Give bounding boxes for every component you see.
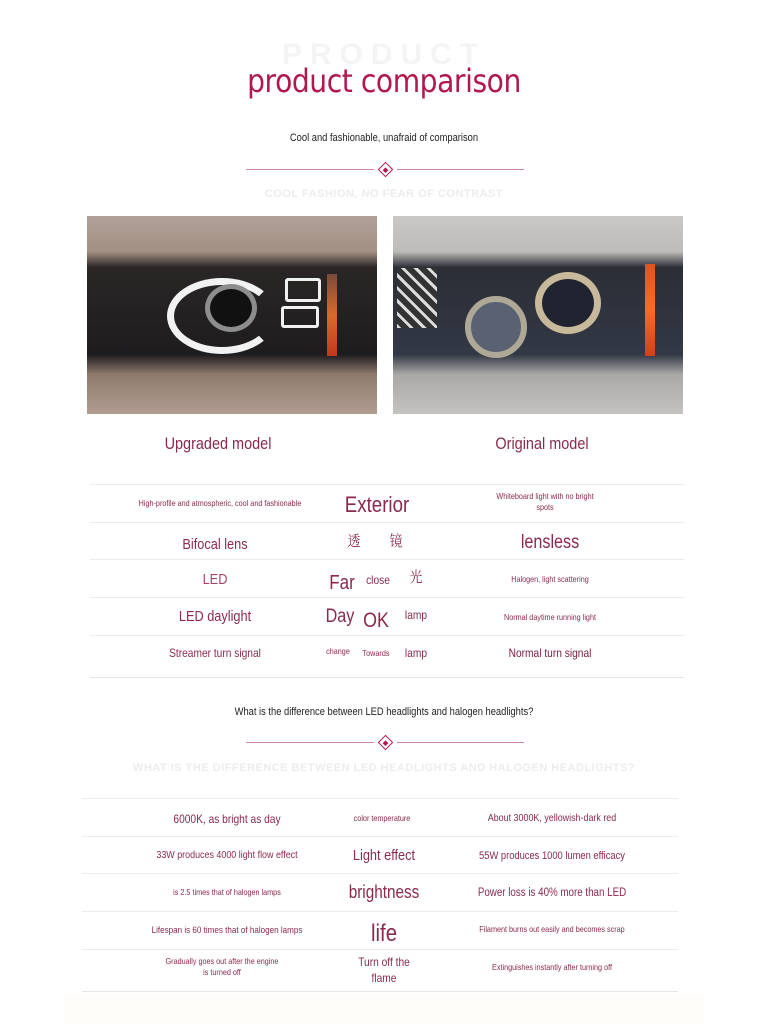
halogen-cell: Power loss is 40% more than LED xyxy=(477,887,627,899)
led-cell: Gradually goes out after the engine is turned off xyxy=(165,956,279,978)
halogen-reflector-icon xyxy=(465,296,527,358)
feature-cell: Exterior xyxy=(344,492,410,517)
original-headlight-photo xyxy=(393,216,683,414)
upgraded-model-label: Upgraded model xyxy=(164,434,272,453)
divider-line xyxy=(246,169,374,170)
upgraded-cell: Streamer turn signal xyxy=(169,646,261,660)
feature-cell: Far xyxy=(329,572,355,594)
table-row xyxy=(90,522,684,559)
divider-line xyxy=(397,742,525,743)
feature-cell: 镜 xyxy=(389,533,403,550)
grille-pattern xyxy=(397,268,437,328)
table-row xyxy=(90,559,684,597)
section-question: What is the difference between LED headlights and halogen headlights? xyxy=(234,706,534,718)
halogen-cell: About 3000K, yellowish-dark red xyxy=(487,812,617,824)
table-row xyxy=(82,949,678,991)
feature-cell: lamp xyxy=(404,608,428,622)
divider-line xyxy=(246,742,374,743)
projector-lens-icon xyxy=(535,272,601,334)
title-ghost-text: PRODUCT xyxy=(281,38,487,71)
led-cell: Lifespan is 60 times that of halogen lamps xyxy=(151,925,303,936)
feature-cell: OK xyxy=(363,609,389,632)
original-cell: Normal turn signal xyxy=(508,646,592,660)
halogen-cell: 55W produces 1000 lumen efficacy xyxy=(479,850,625,862)
divider-line xyxy=(397,169,525,170)
comparison-table-led-vs-halogen xyxy=(82,798,678,992)
table-bottom-line xyxy=(90,677,684,678)
table-row xyxy=(82,873,678,911)
feature-cell: close xyxy=(366,573,390,587)
comparison-table-features xyxy=(90,484,684,678)
upgraded-headlight-photo xyxy=(87,216,377,414)
table-bottom-line xyxy=(82,991,678,992)
criteria-cell: brightness xyxy=(348,882,420,902)
upgraded-cell: LED daylight xyxy=(178,608,252,625)
upgraded-cell: LED xyxy=(202,571,228,588)
feature-cell: 光 xyxy=(409,569,423,586)
page-subtitle: Cool and fashionable, unafraid of comparison xyxy=(289,132,479,144)
table-row xyxy=(90,597,684,635)
table-row xyxy=(90,635,684,677)
ghost-caps-text: COOL FASHION, NO FEAR OF CONTRAST xyxy=(264,188,504,200)
table-row xyxy=(82,836,678,873)
feature-cell: change xyxy=(326,646,350,656)
ghost-caps-text: WHAT IS THE DIFFERENCE BETWEEN LED HEADLIGHTS AND HALOGEN HEADLIGHTS? xyxy=(133,762,635,774)
drl-block-icon xyxy=(281,306,319,328)
halogen-cell: Extinguishes instantly after turning off xyxy=(492,962,612,972)
criteria-cell: color temperature xyxy=(353,813,411,823)
section-divider xyxy=(246,734,524,750)
led-cell: is 2.5 times that of halogen lamps xyxy=(173,887,281,897)
original-cell: lensless xyxy=(520,532,580,553)
page-title: product comparison xyxy=(247,62,521,100)
feature-cell: 透 xyxy=(347,533,361,550)
criteria-cell: life xyxy=(370,920,398,947)
original-model-label: Original model xyxy=(495,434,589,453)
turn-signal-strip xyxy=(645,264,655,356)
feature-cell: Day xyxy=(325,606,355,627)
led-cell: 6000K, as bright as day xyxy=(173,812,281,826)
projector-lens-icon xyxy=(205,284,257,332)
diamond-icon xyxy=(377,161,393,177)
footer-band xyxy=(64,994,704,1024)
upgraded-cell: High-profile and atmospheric, cool and fashionable xyxy=(138,498,302,508)
table-row xyxy=(82,911,678,949)
original-cell: Whiteboard light with no bright spots xyxy=(496,491,594,513)
section-divider xyxy=(246,161,524,177)
feature-cell: Towards xyxy=(362,648,390,658)
table-row xyxy=(90,484,684,522)
led-cell: 33W produces 4000 light flow effect xyxy=(156,849,298,861)
halogen-cell: Filament burns out easily and becomes scrap xyxy=(479,924,625,934)
diamond-icon xyxy=(377,734,393,750)
table-row xyxy=(82,798,678,836)
drl-block-icon xyxy=(285,278,321,302)
feature-cell: lamp xyxy=(404,646,428,660)
criteria-cell: Turn off the flame xyxy=(358,955,410,985)
original-cell: Halogen, light scattering xyxy=(511,574,589,584)
upgraded-cell: Bifocal lens xyxy=(182,536,248,553)
original-cell: Normal daytime running light xyxy=(504,612,596,622)
turn-signal-strip xyxy=(327,274,337,356)
criteria-cell: Light effect xyxy=(352,847,416,864)
